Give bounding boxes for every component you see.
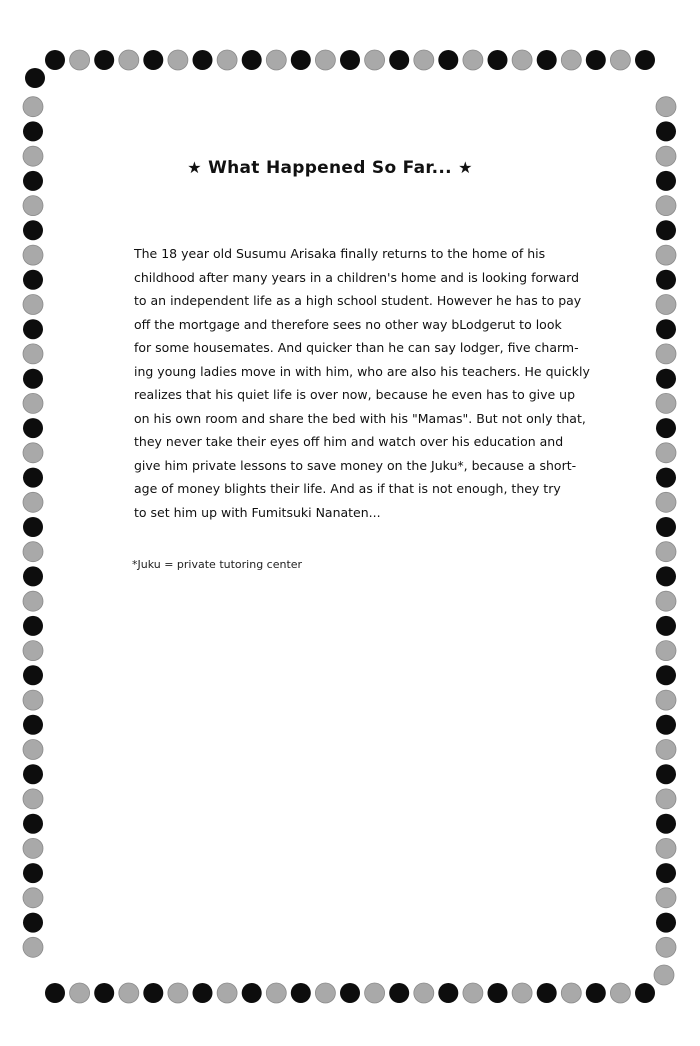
border-dot-grey — [610, 50, 630, 70]
page-title — [0, 158, 660, 178]
border-dot-grey — [610, 983, 630, 1003]
border-dot-black — [143, 50, 163, 70]
border-dot-grey — [23, 838, 43, 858]
border-dot-black — [656, 121, 676, 141]
border-dot-grey — [656, 196, 676, 216]
border-dot-grey — [656, 690, 676, 710]
border-dot-black — [94, 983, 114, 1003]
border-dot-grey — [656, 838, 676, 858]
border-dot-grey — [23, 393, 43, 413]
border-dot-grey — [656, 393, 676, 413]
border-dot-black — [193, 983, 213, 1003]
star-icon-left: ★ — [187, 158, 202, 177]
border-dot-black — [656, 418, 676, 438]
border-dot-grey — [266, 983, 286, 1003]
border-dot-black — [23, 270, 43, 290]
border-dot-black — [291, 50, 311, 70]
border-dot-grey — [656, 591, 676, 611]
summary-line: ing young ladies move in with him, who are also his teachers. He quickly — [134, 363, 590, 379]
border-dot-grey — [23, 789, 43, 809]
border-dot-grey — [23, 740, 43, 760]
summary-line: for some housemates. And quicker than he can say lodger, five charm- — [134, 340, 579, 355]
border-dot-grey — [23, 443, 43, 463]
border-dot-grey — [656, 245, 676, 265]
border-dot-grey — [463, 983, 483, 1003]
border-dot-black — [635, 983, 655, 1003]
summary-line: realizes that his quiet life is over now, because he even has to give up — [134, 387, 576, 402]
border-dot-black — [23, 517, 43, 537]
border-dot-black — [23, 814, 43, 834]
border-dot-grey — [70, 50, 90, 70]
summary-line: to set him up with Fumitsuki Nanaten... — [134, 504, 381, 520]
border-dot-black — [23, 121, 43, 141]
border-dot-grey — [23, 641, 43, 661]
border-dot-grey — [656, 97, 676, 117]
summary-line: on his own room and share the bed with his "Mamas". But not only that, — [134, 410, 586, 426]
border-dot-grey — [656, 937, 676, 957]
border-dot-grey — [414, 983, 434, 1003]
border-dot-black — [488, 983, 508, 1003]
border-dot-black — [23, 468, 43, 488]
border-dot-grey — [23, 295, 43, 315]
border-dot-black — [291, 983, 311, 1003]
border-dot-grey — [315, 50, 335, 70]
border-dot-black — [23, 220, 43, 240]
border-dot-black — [23, 715, 43, 735]
border-dot-grey — [656, 740, 676, 760]
border-dot-black — [656, 863, 676, 883]
border-dot-black — [242, 983, 262, 1003]
border-dot-black — [340, 50, 360, 70]
border-dot-grey — [23, 344, 43, 364]
border-dot-black — [656, 665, 676, 685]
border-dot-grey — [656, 492, 676, 512]
border-dot-black — [656, 764, 676, 784]
border-dot-grey — [23, 542, 43, 562]
border-dot-black — [23, 764, 43, 784]
border-dot-black — [389, 983, 409, 1003]
story-summary — [134, 242, 590, 524]
summary-line: The 18 year old Susumu Arisaka finally returns to the home of his — [134, 246, 546, 261]
summary-line: to an independent life as a high school student. However he has to pay — [134, 293, 582, 308]
border-dot-grey — [266, 50, 286, 70]
border-dot-grey — [23, 97, 43, 117]
border-dot-grey — [656, 888, 676, 908]
border-dot-black — [488, 50, 508, 70]
border-dot-grey — [365, 983, 385, 1003]
border-dot-black — [23, 863, 43, 883]
border-dot-black — [193, 50, 213, 70]
border-dot-grey — [656, 344, 676, 364]
star-icon-right: ★ — [458, 158, 473, 177]
border-dot-grey — [23, 888, 43, 908]
border-dot-grey — [561, 983, 581, 1003]
border-dot-black — [537, 50, 557, 70]
border-dot-black — [242, 50, 262, 70]
border-dot-black — [586, 50, 606, 70]
border-dot-grey — [23, 591, 43, 611]
border-dot-black — [23, 418, 43, 438]
border-dot-grey — [656, 789, 676, 809]
border-dot-black — [656, 715, 676, 735]
border-dot-grey — [654, 965, 674, 985]
border-dot-grey — [512, 983, 532, 1003]
border-dot-black — [656, 517, 676, 537]
border-dot-black — [656, 468, 676, 488]
border-dot-black — [143, 983, 163, 1003]
border-dot-black — [23, 369, 43, 389]
border-dot-grey — [414, 50, 434, 70]
border-dot-black — [438, 50, 458, 70]
border-dot-grey — [315, 983, 335, 1003]
summary-line: age of money blights their life. And as if that is not enough, they try — [134, 481, 561, 496]
border-dot-grey — [217, 50, 237, 70]
border-dot-grey — [365, 50, 385, 70]
border-dot-black — [656, 913, 676, 933]
border-dot-black — [586, 983, 606, 1003]
border-dot-black — [340, 983, 360, 1003]
summary-line: childhood after many years in a children's home and is looking forward — [134, 269, 580, 285]
border-dot-grey — [23, 937, 43, 957]
border-dot-grey — [463, 50, 483, 70]
border-dot-grey — [119, 50, 139, 70]
border-dot-black — [635, 50, 655, 70]
border-dot-grey — [119, 983, 139, 1003]
border-dot-grey — [23, 690, 43, 710]
border-dot-grey — [23, 492, 43, 512]
border-dot-grey — [656, 443, 676, 463]
border-dot-black — [23, 913, 43, 933]
border-dot-grey — [561, 50, 581, 70]
border-dot-grey — [168, 983, 188, 1003]
border-dot-black — [25, 68, 45, 88]
border-dot-black — [656, 616, 676, 636]
border-dot-black — [23, 566, 43, 586]
summary-line: they never take their eyes off him and watch over his education and — [134, 434, 564, 449]
border-dot-grey — [512, 50, 532, 70]
border-dot-black — [94, 50, 114, 70]
border-dot-grey — [656, 295, 676, 315]
border-dot-grey — [70, 983, 90, 1003]
border-dot-grey — [168, 50, 188, 70]
border-dot-black — [537, 983, 557, 1003]
summary-line: off the mortgage and therefore sees no other way bLodgerut to look — [134, 316, 562, 332]
border-dot-black — [45, 50, 65, 70]
border-dot-black — [656, 814, 676, 834]
border-dot-black — [656, 369, 676, 389]
border-dot-black — [438, 983, 458, 1003]
border-dot-grey — [23, 245, 43, 265]
border-dot-black — [656, 566, 676, 586]
border-dot-grey — [656, 641, 676, 661]
border-dot-grey — [23, 196, 43, 216]
border-dot-black — [656, 220, 676, 240]
border-dot-grey — [217, 983, 237, 1003]
border-dot-black — [45, 983, 65, 1003]
border-dot-black — [656, 270, 676, 290]
footnote: *Juku = private tutoring center — [132, 558, 303, 571]
border-dot-black — [389, 50, 409, 70]
border-dot-black — [23, 616, 43, 636]
border-dot-black — [656, 319, 676, 339]
summary-line: give him private lessons to save money on the Juku*, because a short- — [134, 457, 577, 473]
border-dot-black — [23, 319, 43, 339]
border-dot-black — [23, 665, 43, 685]
border-dot-grey — [656, 542, 676, 562]
title-text: What Happened So Far... — [208, 158, 452, 178]
